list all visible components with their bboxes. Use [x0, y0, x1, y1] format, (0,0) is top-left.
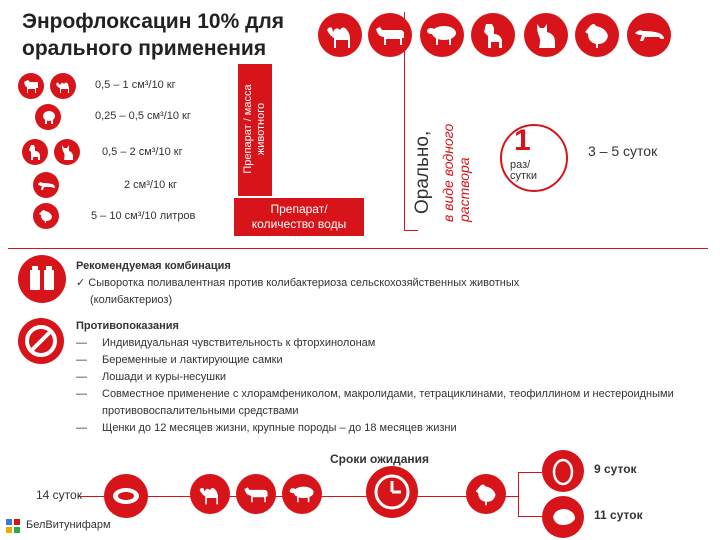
sheep-withdrawal-icon [282, 474, 322, 514]
egg-icon [542, 450, 584, 492]
contra-item: — Совместное применение с хлорамфениколом, макролидами, тетрациклинами, теофиллином и нестероидными противовоспалительными средствами [76, 386, 691, 420]
dose-ferret: 2 см³/10 кг [124, 179, 178, 191]
duration-text: 3 – 5 суток [588, 143, 658, 159]
sheep-small-icon [35, 104, 61, 130]
contra-item: — Лошади и куры-несушки [76, 369, 691, 386]
dose-sheep: 0,25 – 0,5 см³/10 кг [95, 110, 191, 122]
withdrawal-heading: Сроки ожидания [330, 452, 430, 466]
chicken-icon [575, 13, 619, 57]
mass-ratio-label: Препарат / масса животного [242, 84, 267, 174]
cow-withdrawal-icon [236, 474, 276, 514]
contra-section [76, 318, 691, 437]
section-divider [8, 248, 708, 249]
poultry-withdrawal-days: 11 суток [594, 508, 643, 522]
recommended-item-note: (колибактериоз) [90, 294, 173, 306]
company-name: БелВитунифарм [26, 519, 111, 531]
camel-small-icon [50, 73, 76, 99]
prohibited-icon [18, 318, 64, 364]
meat-withdrawal-days: 14 суток [36, 488, 82, 502]
oral-sub-label: в виде водного раствора [440, 123, 472, 222]
egg-withdrawal-days: 9 суток [594, 462, 637, 476]
title-line-1: Энрофлоксацин 10% для [22, 10, 284, 33]
camel-icon [318, 13, 362, 57]
sheep-icon [420, 13, 464, 57]
cat-small-icon [54, 139, 80, 165]
dog-icon [471, 13, 515, 57]
recommended-item: ✓ Сыворотка поливалентная против колибактериоза сельскохозяйственных животных [76, 277, 520, 289]
camel-withdrawal-icon [190, 474, 230, 514]
cow-icon [368, 13, 412, 57]
poultry-meat-icon [542, 496, 584, 538]
withdrawal-branch-top [518, 472, 542, 473]
company-logo-icon [6, 519, 20, 533]
contra-item: — Щенки до 12 месяцев жизни, крупные породы – до 18 месяцев жизни [76, 420, 691, 437]
ferret-small-icon [33, 172, 59, 198]
chicken-small-icon [33, 203, 59, 229]
withdrawal-branch-line [518, 472, 519, 516]
water-ratio-box: Препарат/ количество воды [234, 198, 364, 236]
title-line-2: орального применения [22, 37, 267, 60]
ferret-icon [627, 13, 671, 57]
dose-horse-camel: 0,5 – 1 см³/10 кг [95, 79, 176, 91]
vials-icon [18, 255, 66, 303]
cat-icon [524, 13, 568, 57]
divider-line-tick [404, 230, 418, 231]
horse-icon [18, 73, 44, 99]
dog-small-icon [22, 139, 48, 165]
recommended-section [76, 258, 696, 309]
contra-item: — Индивидуальная чувствительность к фторхинолонам [76, 335, 691, 352]
dose-dog-cat: 0,5 – 2 см³/10 кг [102, 146, 183, 158]
clock-icon [366, 466, 418, 518]
frequency-number: 1 [514, 124, 531, 157]
divider-line-vertical [404, 12, 405, 230]
recommended-heading: Рекомендуемая комбинация [76, 260, 231, 272]
contra-item: — Беременные и лактирующие самки [76, 352, 691, 369]
chicken-withdrawal-icon [466, 474, 506, 514]
oral-label: Орально, [412, 130, 433, 214]
meat-icon [104, 474, 148, 518]
contra-heading: Противопоказания [76, 320, 179, 332]
dose-chicken-water: 5 – 10 см³/10 литров [91, 210, 196, 222]
frequency-unit: раз/ сутки [510, 159, 537, 182]
page-title [22, 8, 284, 62]
withdrawal-branch-bottom [518, 516, 542, 517]
